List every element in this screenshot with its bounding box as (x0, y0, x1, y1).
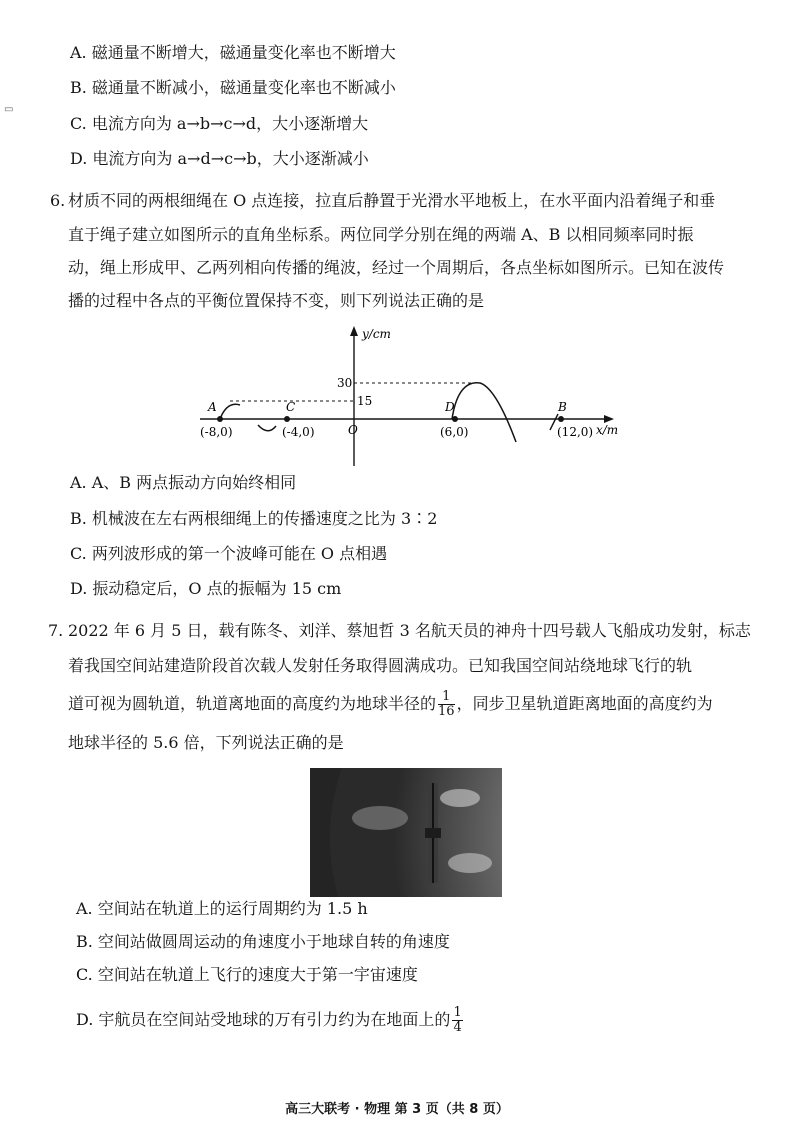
q5-option-d: D. 电流方向为 a→d→c→b，大小逐渐减小 (70, 149, 369, 168)
q7-option-d (76, 1006, 465, 1035)
station-module (425, 828, 441, 838)
q7-stem-line-2: 着我国空间站建造阶段首次载人发射任务取得圆满成功。已知我国空间站绕地球飞行的轨 (68, 656, 693, 675)
q7-stem-line-4: 地球半径的 5.6 倍，下列说法正确的是 (68, 733, 344, 752)
q7-frac-num: 1 (438, 690, 455, 705)
y-tick-30: 30 (337, 376, 353, 390)
point-d-coord: (6,0) (440, 425, 469, 439)
space-station-photo (310, 768, 502, 897)
q7-option-a: A. 空间站在轨道上的运行周期约为 1.5 h (76, 899, 368, 918)
wave-left (220, 404, 240, 419)
origin-label: O (348, 423, 358, 437)
q6-stem-line-2: 直于绳子建立如图所示的直角坐标系。两位同学分别在绳的两端 A、B 以相同频率同时振 (68, 225, 694, 244)
q6-stem-line-3: 动，绳上形成甲、乙两列相向传播的绳波，经过一个周期后，各点坐标如图所示。已知在波传 (68, 258, 725, 277)
q6-option-a: A. A、B 两点振动方向始终相同 (70, 473, 297, 492)
point-d (452, 416, 458, 422)
q7-option-b: B. 空间站做圆周运动的角速度小于地球自转的角速度 (76, 932, 450, 951)
point-d-name: D (445, 400, 455, 414)
y-axis-label: y/cm (362, 327, 391, 341)
cloud-1 (352, 806, 408, 830)
wave-c (258, 425, 276, 431)
point-a (217, 416, 223, 422)
point-c-coord: (-4,0) (282, 425, 315, 439)
q5-option-c: C. 电流方向为 a→b→c→d，大小逐渐增大 (70, 114, 369, 133)
point-a-name: A (208, 400, 217, 414)
q7-stem-line-3 (68, 690, 713, 719)
q7-frac-den: 16 (438, 704, 455, 719)
q7-option-c: C. 空间站在轨道上飞行的速度大于第一宇宙速度 (76, 965, 418, 984)
y-tick-15: 15 (357, 394, 373, 408)
q7-d-frac-den: 4 (453, 1020, 462, 1035)
q7-d-frac-num: 1 (453, 1005, 462, 1020)
q6-option-b: B. 机械波在左右两根细绳上的传播速度之比为 3∶2 (70, 509, 438, 528)
q6-stem-line-1: 材质不同的两根细绳在 O 点连接，拉直后静置于光滑水平地板上，在水平面内沿着绳子和垂 (68, 191, 716, 210)
point-b-coord: (12,0) (557, 425, 594, 439)
point-b-name: B (558, 400, 567, 414)
q7-stem-line-3-pre: 道可视为圆轨道，轨道离地面的高度约为地球半径的 (68, 694, 437, 713)
q5-option-a: A. 磁通量不断增大，磁通量变化率也不断增大 (70, 43, 396, 62)
margin-mark: ▭ (4, 104, 14, 115)
q7-stem-line-3-post: ，同步卫星轨道距离地面的高度约为 (456, 694, 713, 713)
q6-stem-line-4: 播的过程中各点的平衡位置保持不变，则下列说法正确的是 (68, 291, 485, 310)
point-a-coord: (-8,0) (200, 425, 233, 439)
q6-option-d: D. 振动稳定后，O 点的振幅为 15 cm (70, 579, 342, 598)
q7-fraction-1-4 (452, 1006, 462, 1035)
y-axis-arrow (350, 326, 358, 336)
q7-number: 7. (48, 621, 64, 640)
x-axis-arrow (604, 415, 614, 423)
cloud-2 (440, 789, 480, 807)
wave-figure (190, 322, 630, 472)
x-axis-label: x/m (596, 423, 619, 437)
point-c (284, 416, 290, 422)
q7-stem-line-1: 2022 年 6 月 5 日，载有陈冬、刘洋、蔡旭哲 3 名航天员的神舟十四号载人飞船成功发射，标志 (68, 621, 751, 640)
q6-option-c: C. 两列波形成的第一个波峰可能在 O 点相遇 (70, 544, 388, 563)
q5-option-b: B. 磁通量不断减小，磁通量变化率也不断减小 (70, 78, 396, 97)
point-b (558, 416, 564, 422)
page-footer: 高三大联考 · 物理 第 3 页（共 8 页） (285, 1102, 509, 1117)
q6-number: 6. (50, 191, 66, 210)
q7-fraction-1-16 (438, 690, 455, 719)
earth (330, 768, 502, 897)
q7-option-d-text: D. 宇航员在空间站受地球的万有引力约为在地面上的 (76, 1010, 451, 1029)
cloud-3 (448, 853, 492, 873)
point-c-name: C (286, 400, 296, 414)
